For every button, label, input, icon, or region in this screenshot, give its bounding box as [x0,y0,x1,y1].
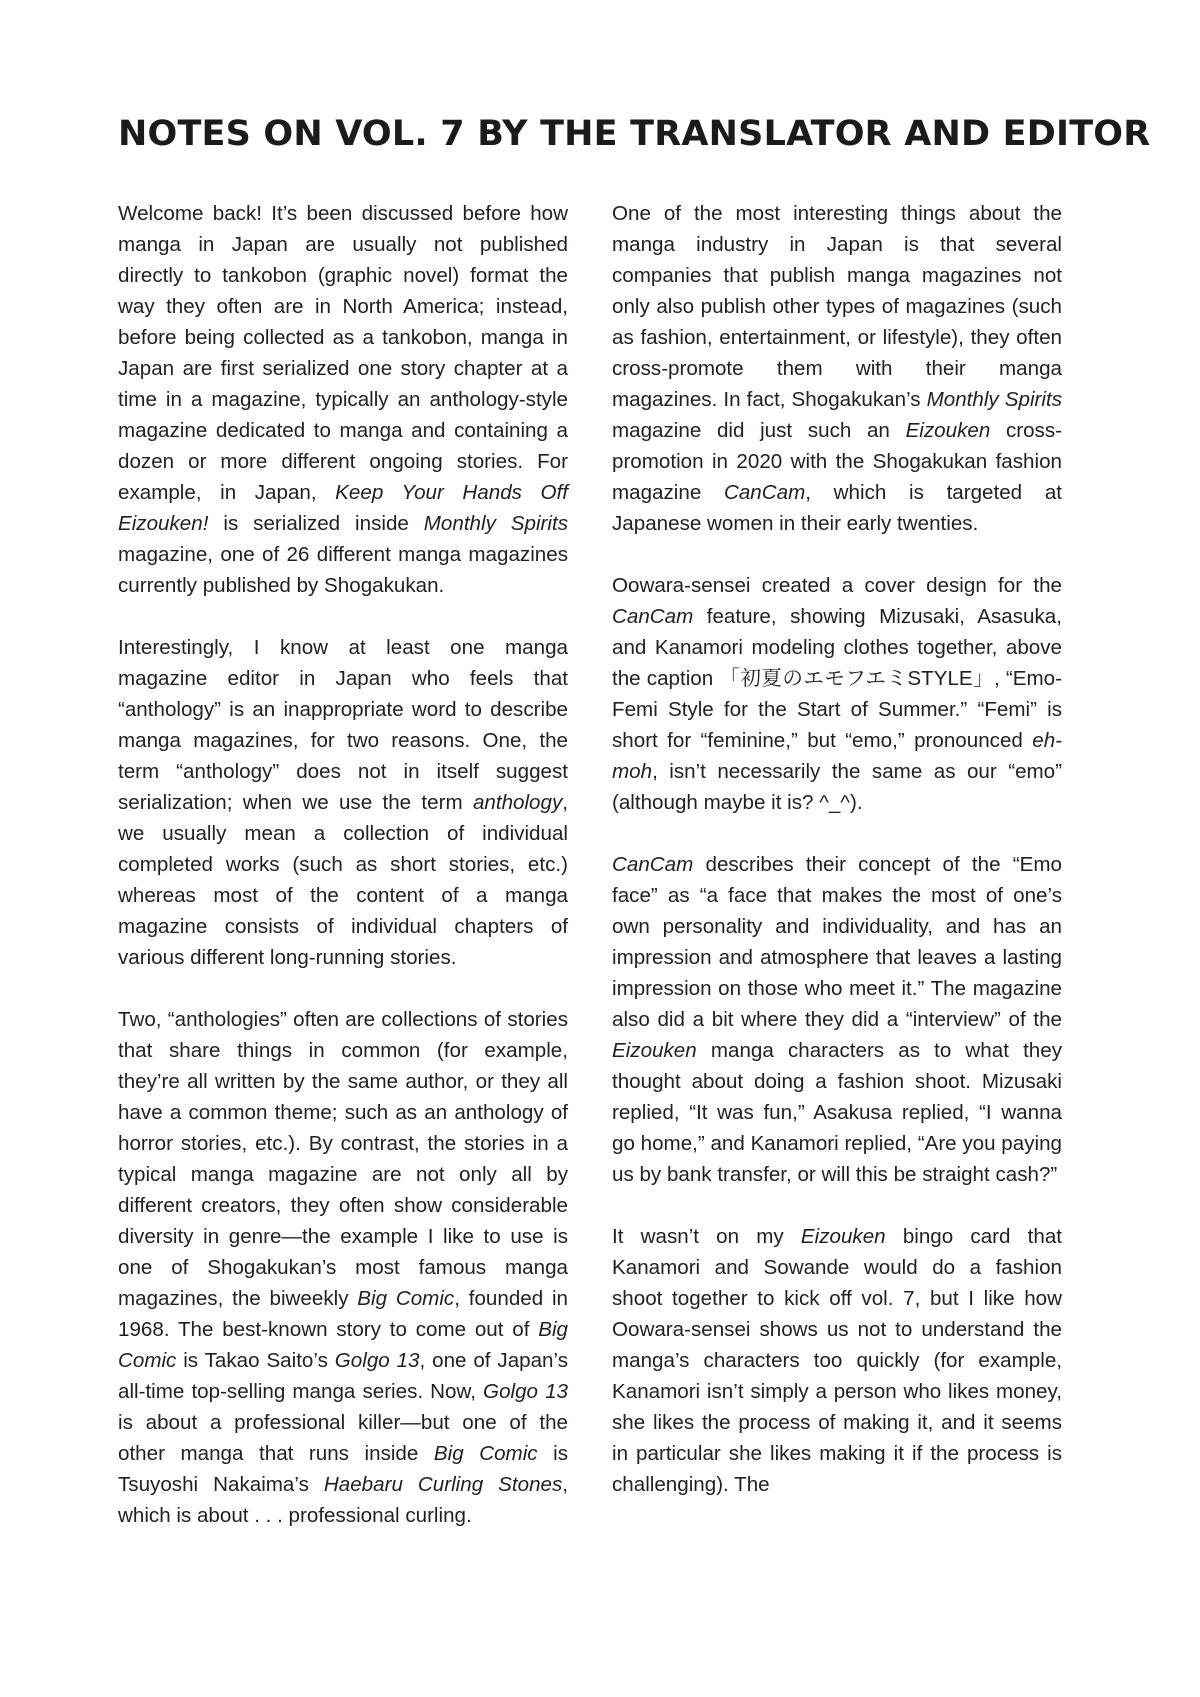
italic-run: CanCam [612,853,694,876]
italic-run: Eizouken [612,1039,697,1062]
italic-run: Monthly Spirits [423,512,568,535]
italic-run: eh-moh [612,729,1062,783]
text-run: magazine, one of 26 different manga magazines currently published by Shogakukan. [118,543,568,597]
paragraph [612,570,1062,818]
italic-run: Big Comic [433,1442,538,1465]
text-run: bingo card that Kanamori and Sowande would do a fashion shoot together to kick off vol. 7, but I like how Oowara-sensei shows us not to understand the manga’s characters too quickly (for example, Kanamori isn’t simply a person who likes money, she likes the process of making it, and it seems in particular she likes making it if the process is challenging). The [612,1225,1062,1496]
paragraph [612,198,1062,539]
italic-run: Golgo 13 [483,1380,568,1403]
text-run: describes their concept of the “Emo face” as “a face that makes the most of one’s own personality and individuality, and has an impression and atmosphere that leaves a lasting impression on those who meet it.” The magazine also did a bit where they did a “interview” of the [612,853,1062,1031]
italic-run: Big Comic [357,1287,455,1310]
text-run: manga characters as to what they thought about doing a fashion shoot. Mizusaki replied, “It was fun,” Asakusa replied, “I wanna go home,” and Kanamori replied, “Are you paying us by bank transfer, or will this be straight cash?” [612,1039,1062,1186]
right-column [612,198,1062,1500]
page-title: NOTES ON VOL. 7 BY THE TRANSLATOR AND EDITOR [118,114,1151,154]
italic-run: Eizouken [905,419,991,442]
text-run: cross-promotion in 2020 with the Shogakukan fashion magazine [612,419,1063,504]
text-run: , founded in 1968. The best-known story to come out of [118,1287,568,1341]
text-run: Welcome back! It’s been discussed before how manga in Japan are usually not published directly to tankobon (graphic novel) format the way they often are in North America; instead, before being collected as a tankobon, manga in Japan are first serialized one story chapter at a time in a magazine, typically an anthology-style magazine dedicated to manga and containing a dozen or more different ongoing stories. For example, in Japan, [118,202,568,504]
italic-run: Monthly Spirits [926,388,1063,411]
text-run: Two, “anthologies” often are collections of stories that share things in common (for example, they’re all written by the same author, or they all have a common theme; such as an anthology of horror stories, etc.). By contrast, the stories in a typical manga magazine are not only all by different creators, they often show considerable diversity in genre—the example I like to use is one of Shogakukan’s most famous manga magazines, the biweekly [118,1008,568,1310]
left-column [118,198,568,1531]
text-run: Interestingly, I know at least one manga magazine editor in Japan who feels that “anthology” is an inappropriate word to describe manga magazines, for two reasons. One, the term “anthology” does not in itself suggest serialization; when we use the term [118,636,568,814]
paragraph [118,1004,568,1531]
paragraph [118,632,568,973]
italic-run: Big Comic [118,1318,568,1372]
italic-run: CanCam [612,605,694,628]
text-run: feature, showing Mizusaki, Asasuka, and Kanamori modeling clothes together, above the caption 「初夏のエモフエミSTYLE」, “Emo-Femi Style for the Start of Summer.” “Femi” is short for “feminine,” but “emo,” pronounced [612,605,1062,752]
text-run: is Tsuyoshi Nakaima’s [118,1442,569,1496]
text-run: magazine did just such an [612,419,906,442]
text-run: One of the most interesting things about the manga industry in Japan is that several companies that publish manga magazines not only also publish other types of magazines (such as fashion, entertainment, or lifestyle), they often cross-promote them with their manga magazines. In fact, Shogakukan’s [612,202,1062,411]
text-run: , one of Japan’s all-time top-selling manga series. Now, [118,1349,569,1403]
text-run: It wasn’t on my [612,1225,801,1248]
italic-run: Haebaru Curling Stones [323,1473,563,1496]
italic-run: Keep Your Hands Off Eizouken! [118,481,568,535]
text-run: is serialized inside [208,512,424,535]
text-run: is about a professional killer—but one of the other manga that runs inside [118,1411,568,1465]
italic-run: Golgo 13 [334,1349,420,1372]
text-run: , which is about . . . professional curling. [118,1473,569,1527]
italic-run: CanCam [723,481,806,504]
text-run: Oowara-sensei created a cover design for the [612,574,1062,597]
italic-run: Eizouken [800,1225,886,1248]
text-run: , which is targeted at Japanese women in their early twenties. [612,481,1062,535]
paragraph [612,849,1062,1190]
text-run: , isn’t necessarily the same as our “emo” (although maybe it is? ^_^). [612,760,1062,814]
text-run: is Takao Saito’s [176,1349,335,1372]
paragraph [118,198,568,601]
text-run: , we usually mean a collection of individual completed works (such as short stories, etc.) whereas most of the content of a manga magazine consists of individual chapters of various different long-running stories. [118,791,568,969]
paragraph [612,1221,1062,1500]
italic-run: anthology [472,791,563,814]
